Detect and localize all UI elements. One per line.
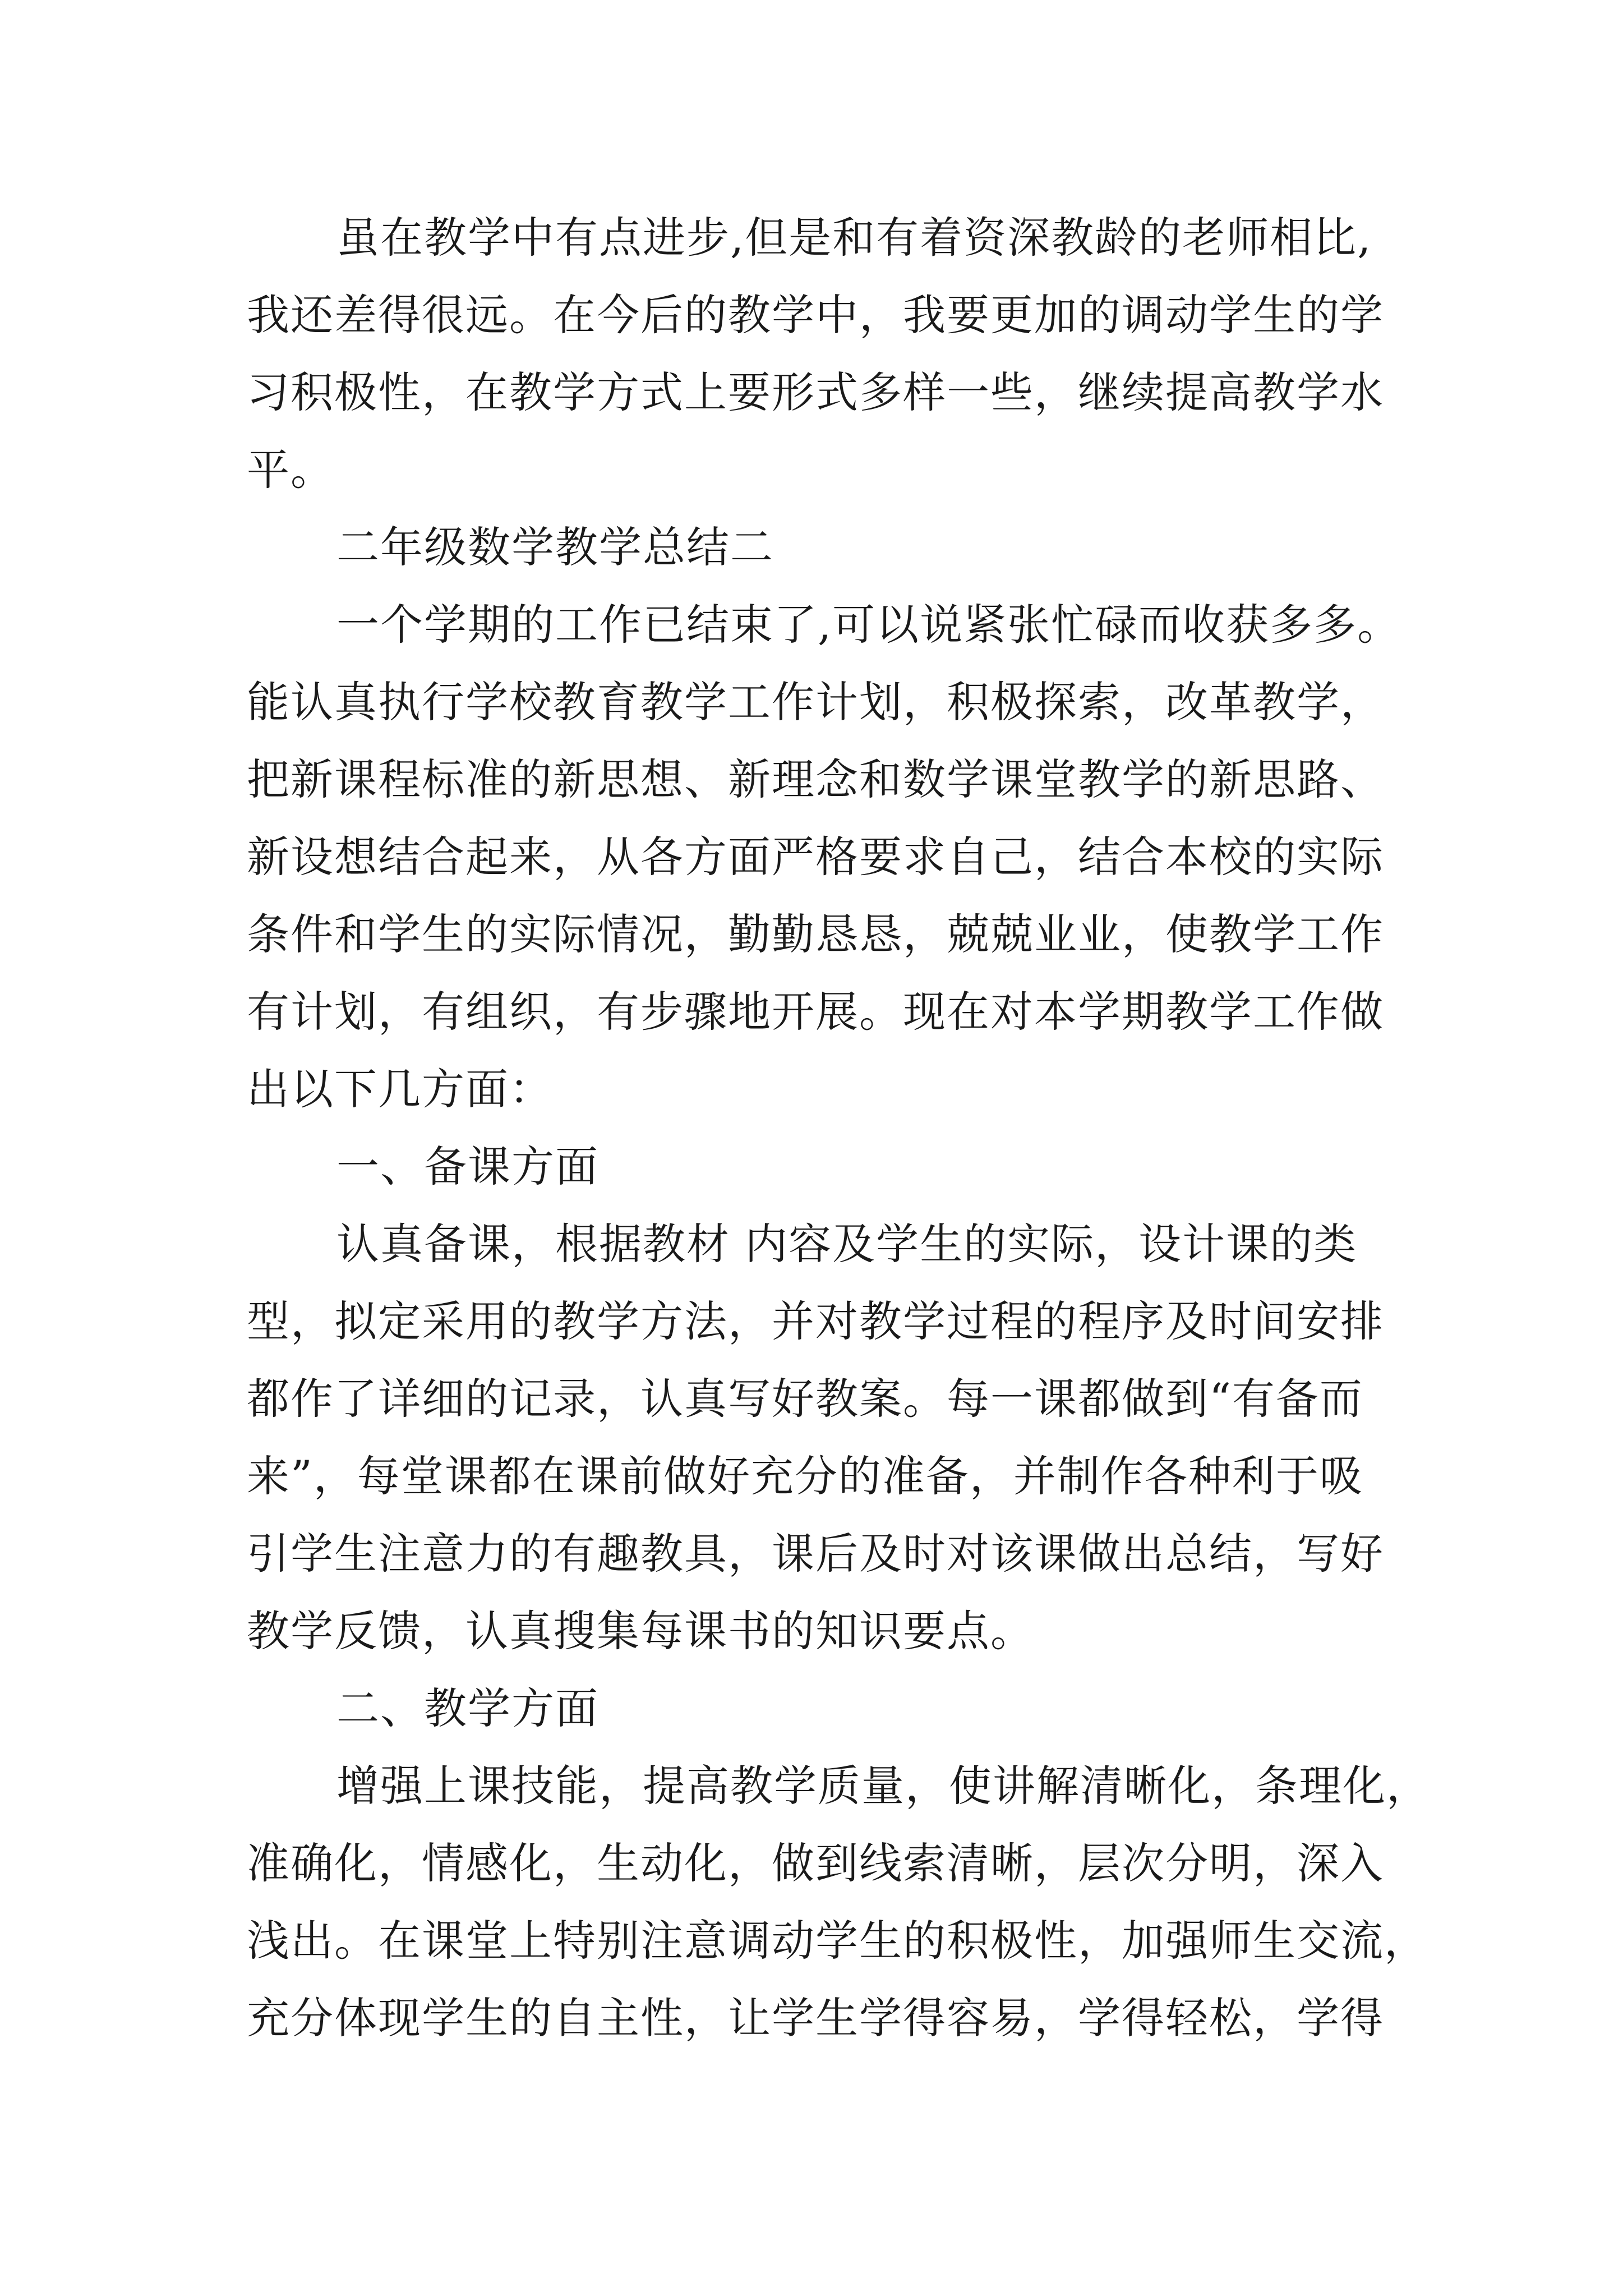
text-line: 准确化，情感化，生动化，做到线索清晰，层次分明，深入: [247, 1838, 1384, 1888]
text-line: 新设想结合起来，从各方面严格要求自己，结合本校的实际: [247, 832, 1384, 882]
text-line: 能认真执行学校教育教学工作计划，积极探索，改革教学，: [247, 677, 1384, 727]
text-line: 虽在教学中有点进步,但是和有着资深教龄的老师相比,: [336, 213, 1372, 263]
text-line: 引学生注意力的有趣教具，课后及时对该课做出总结，写好: [247, 1529, 1384, 1579]
section-heading: 二、教学方面: [336, 1683, 599, 1733]
text-line: 出以下几方面：: [247, 1064, 553, 1114]
text-line: 充分体现学生的自主性，让学生学得容易，学得轻松，学得: [247, 1993, 1384, 2043]
text-line: 平。: [247, 445, 334, 495]
text-line: 我还差得很远。在今后的教学中，我要更加的调动学生的学: [247, 290, 1384, 340]
text-line: 习积极性，在教学方式上要形式多样一些，继续提高教学水: [247, 367, 1384, 417]
section-heading: 一、备课方面: [336, 1142, 599, 1191]
text-line: 型，拟定采用的教学方法，并对教学过程的程序及时间安排: [247, 1296, 1384, 1346]
text-line: 教学反馈，认真搜集每课书的知识要点。: [247, 1606, 1034, 1656]
text-line: 认真备课，根据教材 内容及学生的实际，设计课的类: [336, 1219, 1358, 1269]
text-line: 浅出。在课堂上特别注意调动学生的积极性，加强师生交流，: [247, 1916, 1428, 1966]
text-line: 条件和学生的实际情况，勤勤恳恳，兢兢业业，使教学工作: [247, 909, 1384, 959]
text-line: 增强上课技能，提高教学质量，使讲解清晰化，条理化，: [336, 1761, 1430, 1811]
text-line: 都作了详细的记录，认真写好教案。每一课都做到“有备而: [247, 1374, 1363, 1424]
text-line: 来”，每堂课都在课前做好充分的准备，并制作各种利于吸: [247, 1451, 1363, 1501]
text-line: 有计划，有组织，有步骤地开展。现在对本学期教学工作做: [247, 987, 1384, 1037]
text-line: 一个学期的工作已结束了,可以说紧张忙碌而收获多多。: [336, 600, 1401, 650]
section-title: 二年级数学教学总结二: [336, 522, 774, 572]
text-line: 把新课程标准的新思想、新理念和数学课堂教学的新思路、: [247, 754, 1384, 804]
